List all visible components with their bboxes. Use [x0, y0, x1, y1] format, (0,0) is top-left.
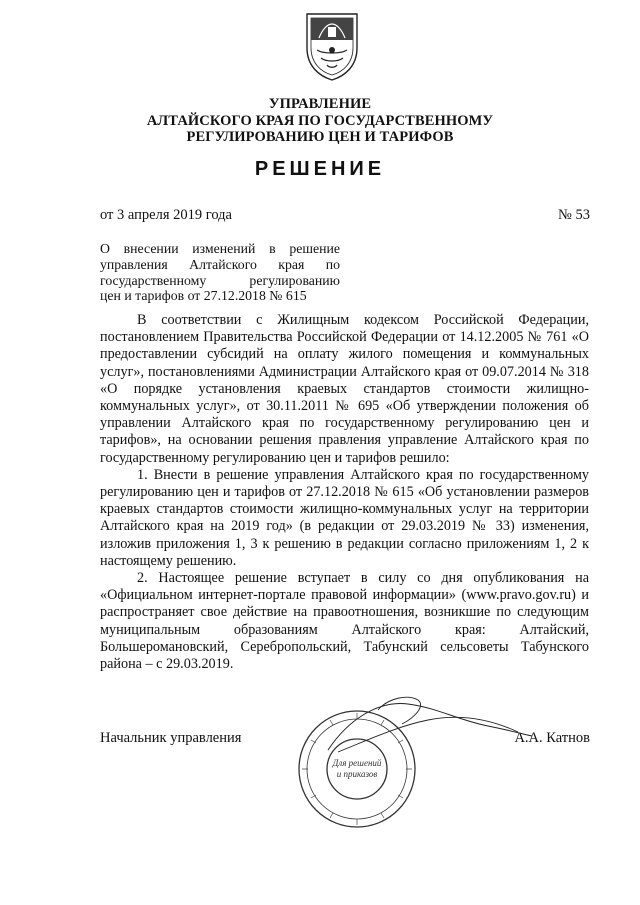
issuer-line-3: РЕГУЛИРОВАНИЮ ЦЕН И ТАРИФОВ [186, 129, 454, 145]
subject-line: государственному регулированию [100, 272, 340, 288]
subject-line: управления Алтайского края по [100, 256, 340, 272]
document-subject [100, 241, 340, 304]
subject-line: О внесении изменений в решение [100, 241, 340, 256]
stamp-text-line-2: и приказов [336, 769, 378, 779]
stamp-text-line-1: Для решений [332, 758, 382, 768]
coat-of-arms-icon [301, 10, 363, 82]
issuer-line-1: УПРАВЛЕНИЕ [268, 96, 372, 112]
body-paragraph-item-1: 1. Внести в решение управления Алтайского края по государственному регулированию цен и тарифов от 27.12.2018 № 615 «Об установлении размеров краевых стандартов стоимости жилищно-коммунальных услуг на территории Алтайского края на 2019 год» (в редакции от 29.03.2019 № 33) изменения, изложив приложения 1, 3 к решению в редакции согласно приложениям 1, 2 к настоящему решению. [100, 466, 589, 569]
official-stamp [296, 708, 418, 830]
body-paragraph-item-2: 2. Настоящее решение вступает в силу со дня опубликования на «Официальном интернет-портале правовой информации» (www.pravo.gov.ru) и распространяет свое действие на правоотношения, возникшие по следующим муниципальным образованиям Алтайского края: Алтайский, Большеромановский, Серебропольский, Табунский сельсоветы Табунского района – с 29.03.2019. [100, 570, 589, 673]
signatory-position: Начальник управления [100, 730, 242, 746]
document-number: № 53 [558, 207, 590, 223]
body-paragraph-preamble: В соответствии с Жилищным кодексом Российской Федерации, постановлением Правительства Российской Федерации от 14.12.2005 № 761 «О предоставлении субсидий на оплату жилого помещения и коммунальных услуг», постановлениями Администрации Алтайского края от 09.07.2014 № 318 «О порядке установления краевых стандартов стоимости жилищно-коммунальных услуг», от 30.11.2011 № 695 «Об утверждении положения об управлении Алтайского края по государственному регулированию цен и тарифов», на основании решения правления управление Алтайского края по государственному регулированию цен и тарифов решило: [100, 312, 589, 466]
issuer-header [60, 96, 580, 146]
signatory-name: А.А. Катнов [514, 730, 590, 746]
document-date: от 3 апреля 2019 года [100, 207, 232, 223]
subject-line: цен и тарифов от 27.12.2018 № 615 [100, 288, 307, 304]
document-title: РЕШЕНИЕ [254, 158, 386, 180]
document-body [100, 312, 589, 673]
issuer-line-2: АЛТАЙСКОГО КРАЯ ПО ГОСУДАРСТВЕННОМУ [146, 112, 494, 129]
